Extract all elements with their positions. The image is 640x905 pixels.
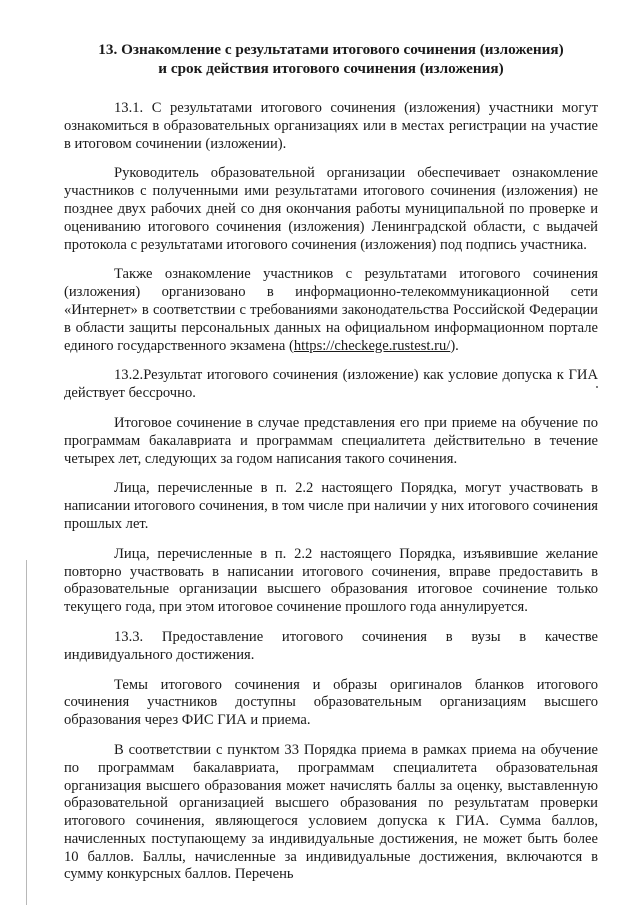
checkege-link[interactable]: https://checkege.rustest.ru/ (293, 337, 451, 354)
section-title (64, 40, 598, 78)
paragraph-internet-access (64, 266, 598, 355)
paragraph-topics-access: Темы итогового сочинения и образы оригиналов бланков итогового сочинения участников доступны образовательным организациям высшего образования через ФИС ГИА и приема. (64, 676, 598, 729)
document-page (64, 40, 598, 884)
section-title-line-1: 13. Ознакомление с результатами итогового сочинения (изложения) (98, 41, 564, 58)
paragraph-13-2: 13.2.Результат итогового сочинения (изложение) как условие допуска к ГИА действует бессрочно. (64, 367, 598, 402)
paragraph-repeat-participation: Лица, перечисленные в п. 2.2 настоящего Порядка, изъявившие желание повторно участвовать в написании итогового сочинения, вправе предоставить в образовательные организации высшего образования итоговое сочинение только текущего года, при этом итоговое сочинение прошлого года аннулируется. (64, 545, 598, 616)
internet-paragraph-tail: ). (450, 337, 459, 354)
paragraph-13-1: 13.1. С результатами итогового сочинения (изложения) участники могут ознакомиться в образовательных организациях или в местах регистрации на участие в итоговом сочинении (изложении). (64, 100, 598, 152)
paragraph-13-3: 13.3. Предоставление итогового сочинения в вузы в качестве индивидуального достижения. (64, 628, 598, 663)
scan-edge-line (26, 560, 27, 905)
paragraph-validity-period: Итоговое сочинение в случае представления его при приеме на обучение по программам бакалавриата и программам специалитета действительно в течение четырех лет, следующих за годом написания такого сочинения. (64, 414, 598, 467)
paragraph-acquaintance-procedure: Руководитель образовательной организации обеспечивает ознакомление участников с полученными ими результатами итогового сочинения (изложения) не позднее двух рабочих дней со дня окончания работы муниципальной по проверке и оцениванию итогового сочинения (изложения) Ленинградской области, с выдачей протокола с результатами итогового сочинения (изложения) под подпись участника. (64, 165, 598, 253)
internet-paragraph-text: Также ознакомление участников с результатами итогового сочинения (изложения) организовано в информационно-телекоммуникационной сети «Интернет» в соответствии с требованиями законодательства Российской Федерации в области защиты персональных данных на официальном информационном портале единого государственного экзамена ( (64, 266, 598, 354)
paragraph-past-years: Лица, перечисленные в п. 2.2 настоящего Порядка, могут участвовать в написании итогового сочинения, в том числе при наличии у них итогового сочинения прошлых лет. (64, 480, 598, 532)
paragraph-admission-points: В соответствии с пунктом 33 Порядка приема в рамках приема на обучение по программам бакалавриата, программам специалитета образовательная организация высшего образования может начислять баллы за оценку, выставленную образовательной организацией высшего образования по результатам проверки итогового сочинения, являющегося условием допуска к ГИА. Сумма баллов, начисленных поступающему за индивидуальные достижения, не может быть более 10 баллов. Баллы, начисленные за индивидуальные достижения, включаются в сумму конкурсных баллов. Перечень (64, 741, 598, 883)
section-title-line-2: и срок действия итогового сочинения (изложения) (158, 60, 504, 77)
